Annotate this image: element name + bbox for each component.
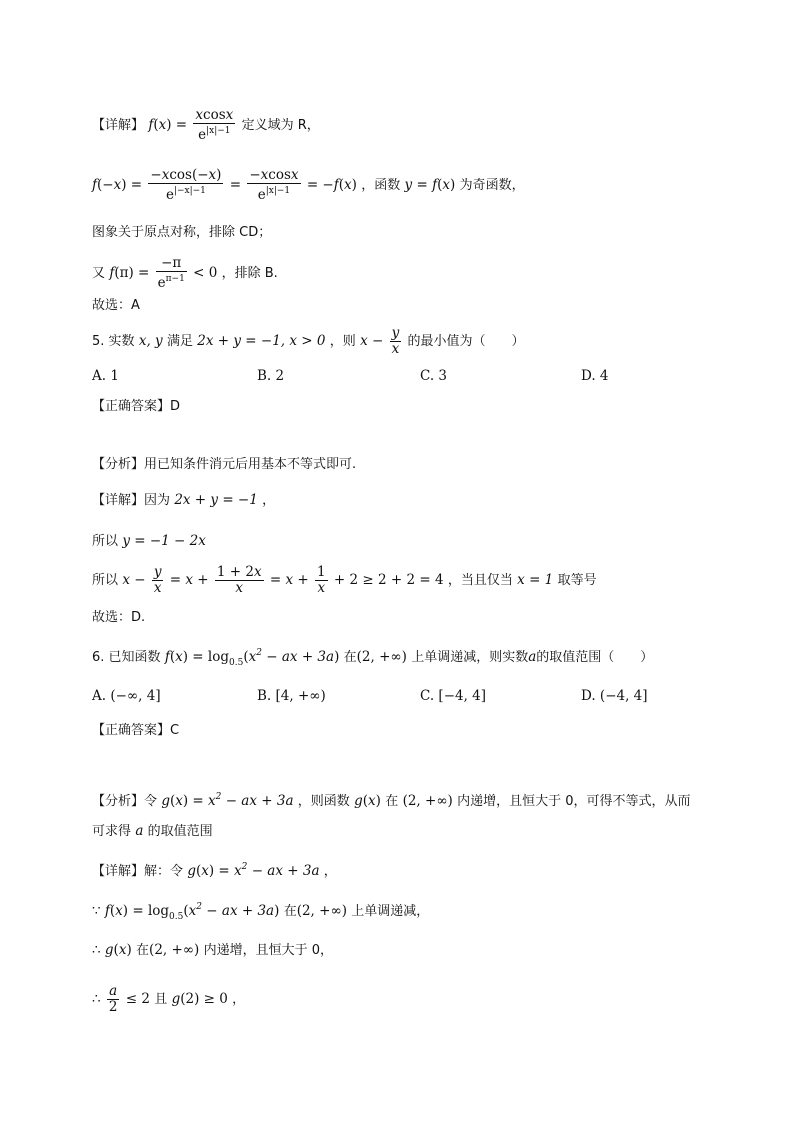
fraction: $\frac{-xcos(-x)}{e^{|-x|-1}}$ (150, 167, 222, 203)
option-d: D. (−4, 4] (581, 688, 648, 704)
q5-step2: 所以 y = −1 − 2x (92, 533, 206, 549)
option-c: C. [−4, 4] (420, 688, 487, 704)
q6-analysis-line2: 可求得 a 的取值范围 (92, 823, 213, 839)
symmetry-line: 图象关于原点对称，排除 CD； (92, 225, 272, 240)
fraction: $\frac{-\pi}{e^{\pi-1}}$ (157, 255, 185, 291)
fraction: $\frac{-xcosx}{e^{|x|-1}}$ (249, 167, 299, 203)
fraction: $\frac{a}{2}$ (108, 983, 118, 1015)
fraction: $\frac{y}{x}$ (391, 325, 400, 357)
q6-condition-line: ∴ $\frac{a}{2}$ ≤ 2 且 g(2) ≥ 0 ， (92, 983, 246, 1015)
correct-answer: 【正确答案】C (92, 723, 180, 738)
domain-text: 定义域为 R， (241, 118, 320, 133)
p4-detail-line: 【详解】 f(x) = $\frac{xcosx}{e^{|x|-1}}$ 定义域为 R， (92, 107, 320, 143)
q5-detail-line: 【详解】因为 2x + y = −1 ， (92, 492, 276, 508)
fraction: $\frac{y}{x}$ (153, 564, 162, 596)
correct-answer: 【正确答案】D (92, 399, 181, 414)
q6-stem: 6. 已知函数 $f(x) = \log_{0.5}(x^2$ − ax + 3a) 在(2, +∞) 上单调递减，则实数a的取值范围（ ） (92, 648, 654, 668)
option-d: D. 4 (581, 368, 609, 384)
p4-odd-line: f(−x) = $\frac{-xcos(-x)}{e^{|-x|-1}}$ = $\frac{-xcosx}{e^{|x|-1}}$ = −f(x) ，函数 y = f(x) 为奇函数， (92, 167, 525, 203)
fraction: $\frac{1 + 2x}{x}$ (216, 564, 262, 596)
fraction: $\frac{1}{x}$ (317, 564, 326, 596)
option-c: C. 3 (420, 368, 448, 384)
q6-analysis-line1: 【分析】令 $g(x) = x^2$ − ax + 3a ，则函数 g(x) 在 (2, +∞) 内递增，且恒大于 0，可得不等式，从而 (92, 792, 691, 809)
q6-detail-line: 【详解】解：令 $g(x) = x^2$ − ax + 3a ， (92, 862, 337, 879)
q5-step3: 所以 x − $\frac{y}{x}$ = x + $\frac{1 + 2x}{x}$ = x + $\frac{1}{x}$ + 2 ≥ 2 + 2 = 4 ，当且仅当 x = 1 取等号 (92, 564, 597, 596)
analysis: 【分析】用已知条件消元后用基本不等式即可. (92, 457, 357, 472)
answer-line: 故选：D. (92, 610, 146, 625)
option-a: A. (−∞, 4] (92, 688, 161, 704)
option-b: B. [4, +∞) (257, 688, 326, 704)
fraction: $\frac{xcosx}{e^{|x|-1}}$ (195, 107, 234, 143)
q6-therefore-line: ∴ g(x) 在(2, +∞) 内递增，且恒大于 0， (92, 942, 334, 958)
option-a: A. 1 (92, 368, 119, 384)
q6-since-line: ∵ $f(x) = \log_{0.5}(x^2$ − ax + 3a) 在(2, +∞) 上单调递减， (92, 902, 430, 922)
detail-label: 【详解】 (92, 118, 145, 133)
option-b: B. 2 (257, 368, 285, 384)
p4-exclude-line: 又 f(π) = $\frac{-\pi}{e^{\pi-1}}$ < 0 ，排除 B. (92, 255, 278, 291)
q5-stem: 5. 实数 x, y 满足 2x + y = −1, x > 0 ，则 x − $\frac{y}{x}$ 的最小值为（ ） (92, 325, 525, 357)
answer-line: 故选：A (92, 298, 140, 313)
